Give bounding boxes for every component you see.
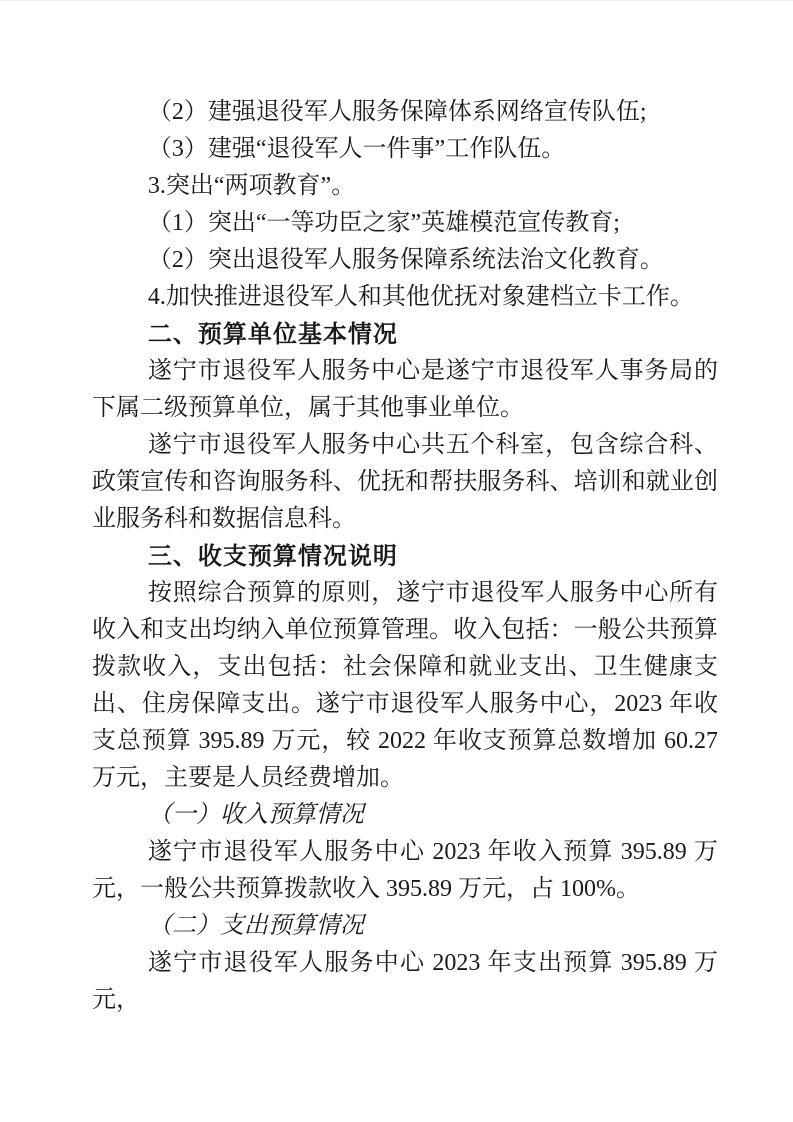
- list-item-team-3: （3）建强“退役军人一件事”工作队伍。: [147, 136, 566, 162]
- subsection-heading-income: （一）收入预算情况: [147, 802, 364, 828]
- list-item-point-3: 3.突出“两项教育”。: [147, 173, 356, 199]
- paragraph-unit-departments: 遂宁市退役军人服务中心共五个科室，包含综合科、政策宣传和咨询服务科、优抚和帮扶服务科、培训和就业创业服务科和数据信息科。: [92, 432, 718, 532]
- section-heading-budget: 三、收支预算情况说明: [147, 543, 398, 570]
- paragraph-budget-overview: 按照综合预算的原则，遂宁市退役军人服务中心所有收入和支出均纳入单位预算管理。收入包括：一般公共预算拨款收入，支出包括：社会保障和就业支出、卫生健康支出、住房保障支出。遂宁市退役军人服务中心，2023 年收支总预算 395.89 万元，较 2022 年收支预算总数增加 60.27 万元，主要是人员经费增加。: [92, 580, 718, 791]
- subsection-heading-expense: （二）支出预算情况: [147, 913, 364, 939]
- section-heading-unit-info: 二、预算单位基本情况: [147, 321, 398, 348]
- list-item-team-2: （2）建强退役军人服务保障体系网络宣传队伍;: [147, 99, 647, 125]
- list-item-point-4: 4.加快推进退役军人和其他优抚对象建档立卡工作。: [147, 284, 694, 310]
- list-item-edu-2: （2）突出退役军人服务保障系统法治文化教育。: [147, 247, 664, 273]
- paragraph-income-detail: 遂宁市退役军人服务中心 2023 年收入预算 395.89 万元，一般公共预算拨款收入 395.89 万元，占 100%。: [92, 839, 718, 902]
- paragraph-expense-detail: 遂宁市退役军人服务中心 2023 年支出预算 395.89 万元，: [92, 950, 718, 1013]
- paragraph-unit-affiliation: 遂宁市退役军人服务中心是遂宁市退役军人事务局的下属二级预算单位，属于其他事业单位。: [92, 358, 718, 421]
- list-item-edu-1: （1）突出“一等功臣之家”英雄模范宣传教育;: [147, 210, 620, 236]
